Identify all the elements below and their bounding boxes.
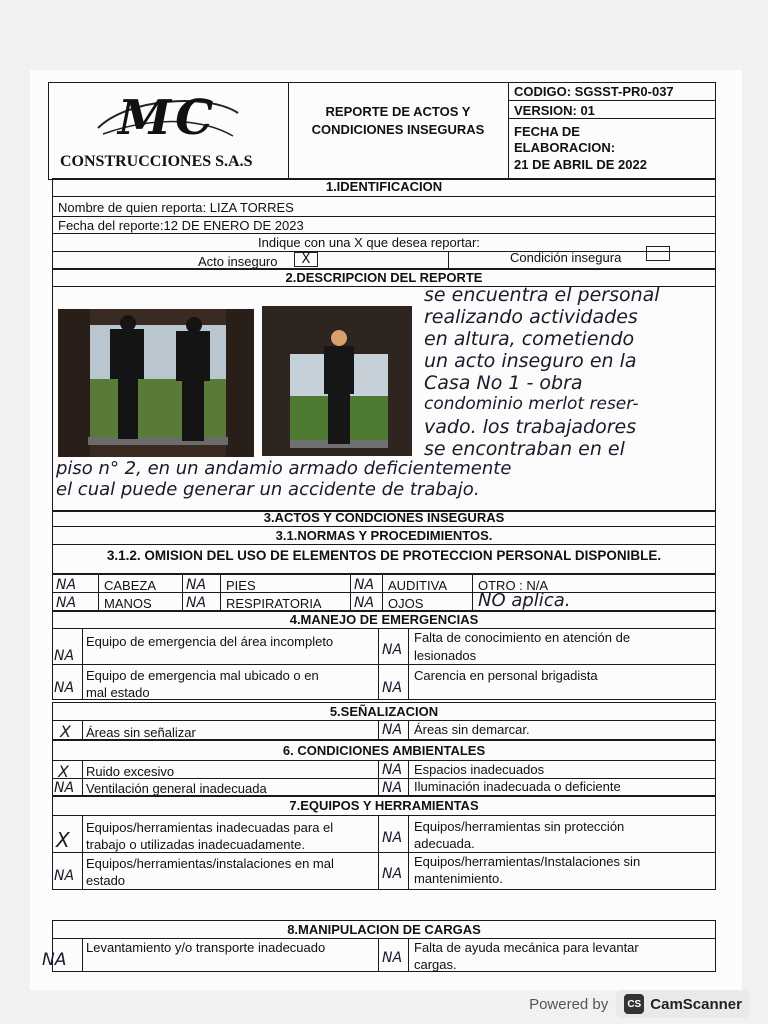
first-aid-knowledge-mark[interactable]: NA xyxy=(382,642,403,658)
section8-title: 8.MANIPULACION DE CARGAS xyxy=(287,922,481,937)
form-title-line2: CONDICIONES INSEGURAS xyxy=(311,122,485,137)
ppe-hands-label: MANOS xyxy=(104,596,152,611)
excessive-noise-mark[interactable]: X xyxy=(58,762,69,781)
ppe-hearing-mark[interactable]: NA xyxy=(354,577,375,593)
first-aid-knowledge-line2: lesionados xyxy=(414,648,477,663)
section5-title: 5.SEÑALIZACION xyxy=(329,704,439,719)
description-line-2: realizando actividades xyxy=(424,306,638,328)
first-aid-knowledge-line1: Falta de conocimiento en atención de xyxy=(414,630,631,645)
inadequate-tools-mark[interactable]: X xyxy=(56,828,70,852)
camscanner-badge xyxy=(616,990,750,1018)
description-line-6: condominio merlot reser- xyxy=(424,394,639,414)
description-line-4: un acto inseguro en la xyxy=(424,350,637,372)
description-line-10: el cual puede generar un accidente de trabajo. xyxy=(56,479,480,500)
section3-subtitle-norms: 3.1.NORMAS Y PROCEDIMIENTOS. xyxy=(275,528,493,543)
no-signage-label: Áreas sin señalizar xyxy=(86,725,196,740)
section4-title: 4.MANEJO DE EMERGENCIAS xyxy=(289,612,479,627)
excessive-noise-label: Ruido excesivo xyxy=(86,764,175,779)
ppe-respiratory-label: RESPIRATORIA xyxy=(226,596,322,611)
emergency-incomplete-mark[interactable]: NA xyxy=(54,648,75,664)
unsafe-act-checkbox[interactable]: X xyxy=(294,252,318,267)
ppe-eyes-label: OJOS xyxy=(388,596,424,611)
form-date-label1: FECHA DE xyxy=(514,124,580,139)
form-code: CODIGO: SGSST-PR0-037 xyxy=(514,84,674,99)
unmaintained-tools-line2: mantenimiento. xyxy=(414,871,503,886)
ppe-eyes-mark[interactable]: NA xyxy=(354,595,375,611)
emergency-misplaced-mark[interactable]: NA xyxy=(54,680,75,696)
logo-monogram: MC xyxy=(118,90,218,146)
no-mechanical-aid-line1: Falta de ayuda mecánica para levantar xyxy=(414,940,639,955)
unsafe-act-label: Acto inseguro xyxy=(198,254,278,269)
poor-ventilation-mark[interactable]: NA xyxy=(54,780,75,796)
section7-title: 7.EQUIPOS Y HERRAMIENTAS xyxy=(289,798,479,813)
brigade-shortage-mark[interactable]: NA xyxy=(382,680,403,696)
damaged-tools-mark[interactable]: NA xyxy=(54,868,75,884)
damaged-tools-line2: estado xyxy=(86,873,126,888)
form-version: VERSION: 01 xyxy=(514,103,595,118)
no-signage-mark[interactable]: X xyxy=(60,722,71,741)
form-date-label2: ELABORACION: xyxy=(514,140,616,155)
unmaintained-tools-mark[interactable]: NA xyxy=(382,866,403,882)
ppe-other-handwritten: NO aplica. xyxy=(478,590,571,611)
camscanner-name: CamScanner xyxy=(650,995,742,1013)
no-marking-mark[interactable]: NA xyxy=(382,722,403,738)
company-name: CONSTRUCCIONES S.A.S xyxy=(60,153,253,170)
poor-lighting-label: Iluminación inadecuada o deficiente xyxy=(414,779,621,794)
emergency-misplaced-line2: mal estado xyxy=(86,685,150,700)
section6-title: 6. CONDICIONES AMBIENTALES xyxy=(282,743,486,758)
description-line-7: vado. los trabajadores xyxy=(424,416,637,438)
no-mechanical-aid-mark[interactable]: NA xyxy=(382,950,403,966)
inadequate-tools-line1: Equipos/herramientas inadecuadas para el xyxy=(86,820,334,835)
description-line-5: Casa No 1 - obra xyxy=(424,372,583,394)
unsafe-condition-label: Condición insegura xyxy=(510,250,622,265)
ppe-head-mark[interactable]: NA xyxy=(56,577,77,593)
reporter-name: Nombre de quien reporta: LIZA TORRES xyxy=(58,200,294,215)
no-mechanical-aid-line2: cargas. xyxy=(414,957,457,972)
ppe-feet-label: PIES xyxy=(226,578,256,593)
unprotected-tools-line1: Equipos/herramientas sin protección xyxy=(414,819,625,834)
form-date-value: 21 DE ABRIL DE 2022 xyxy=(514,157,647,172)
form-title-line1: REPORTE DE ACTOS Y xyxy=(325,104,471,119)
description-line-3: en altura, cometiendo xyxy=(424,328,635,350)
site-photo-1 xyxy=(58,309,254,457)
improper-lifting-label: Levantamiento y/o transporte inadecuado xyxy=(86,940,326,955)
inadequate-tools-line2: trabajo o utilizadas inadecuadamente. xyxy=(86,837,305,852)
ppe-hands-mark[interactable]: NA xyxy=(56,595,77,611)
report-date: Fecha del reporte:12 DE ENERO DE 2023 xyxy=(58,218,304,233)
inadequate-spaces-label: Espacios inadecuados xyxy=(414,762,545,777)
unprotected-tools-mark[interactable]: NA xyxy=(382,830,403,846)
improper-lifting-mark[interactable]: NA xyxy=(42,950,67,970)
poor-ventilation-label: Ventilación general inadecuada xyxy=(86,781,267,796)
camscanner-logo-icon: CS xyxy=(624,994,644,1014)
brigade-shortage-label: Carencia en personal brigadista xyxy=(414,668,598,683)
unprotected-tools-line2: adecuada. xyxy=(414,836,475,851)
emergency-misplaced-line1: Equipo de emergencia mal ubicado o en xyxy=(86,668,319,683)
description-line-1: se encuentra el personal xyxy=(424,284,660,306)
description-line-8: se encontraban en el xyxy=(424,438,625,460)
scanner-watermark xyxy=(529,990,750,1018)
inadequate-spaces-mark[interactable]: NA xyxy=(382,762,403,778)
ppe-other-label: OTRO : N/A xyxy=(478,578,549,593)
section3-title: 3.ACTOS Y CONDCIONES INSEGURAS xyxy=(263,510,505,525)
site-photo-2 xyxy=(262,306,412,456)
section2-title: 2.DESCRIPCION DEL REPORTE xyxy=(285,270,483,285)
ppe-hearing-label: AUDITIVA xyxy=(388,578,447,593)
selection-instruction: Indique con una X que desea reportar: xyxy=(258,235,480,250)
emergency-incomplete-label: Equipo de emergencia del área incompleto xyxy=(86,634,334,649)
ppe-head-label: CABEZA xyxy=(104,578,157,593)
damaged-tools-line1: Equipos/herramientas/instalaciones en mal xyxy=(86,856,334,871)
unmaintained-tools-line1: Equipos/herramientas/Instalaciones sin xyxy=(414,854,641,869)
description-line-9: piso n° 2, en un andamio armado deficientemente xyxy=(56,458,512,479)
powered-by-text: Powered by xyxy=(529,995,609,1013)
section3-subtitle-ppe: 3.1.2. OMISION DEL USO DE ELEMENTOS DE PROTECCION PERSONAL DISPONIBLE. xyxy=(106,548,662,563)
company-logo xyxy=(88,88,248,148)
no-marking-label: Áreas sin demarcar. xyxy=(414,722,530,737)
section1-title: 1.IDENTIFICACION xyxy=(325,179,443,194)
poor-lighting-mark[interactable]: NA xyxy=(382,780,403,796)
ppe-feet-mark[interactable]: NA xyxy=(186,577,207,593)
ppe-respiratory-mark[interactable]: NA xyxy=(186,595,207,611)
unsafe-condition-checkbox[interactable] xyxy=(646,246,670,261)
